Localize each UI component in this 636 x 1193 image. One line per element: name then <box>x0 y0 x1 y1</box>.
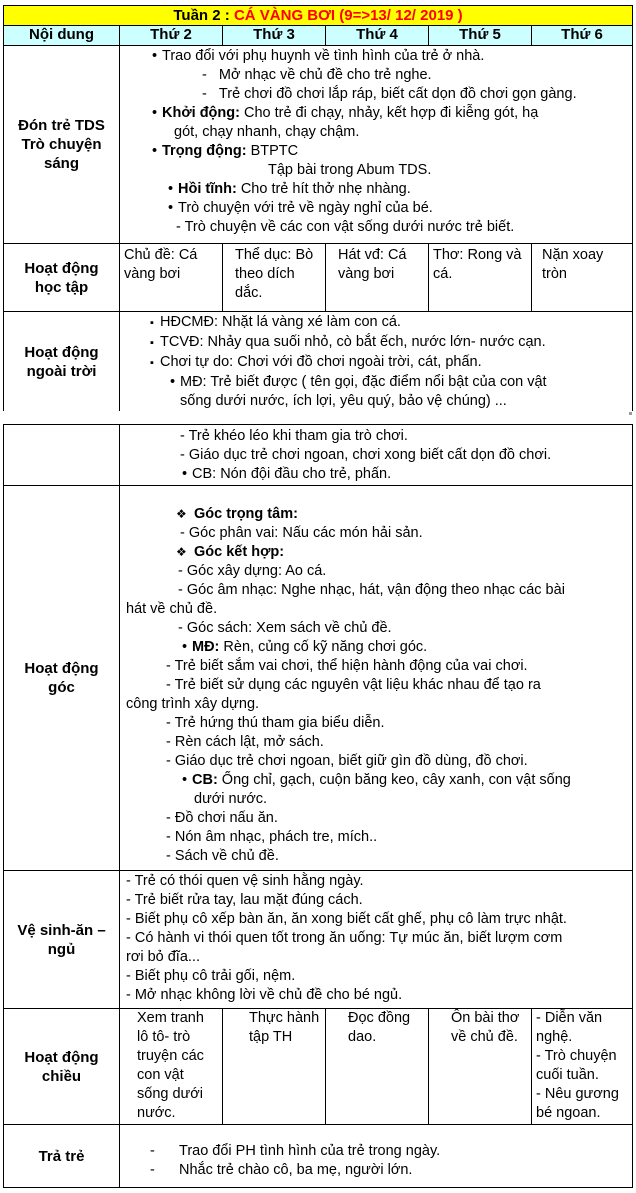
list-item: - Góc phân vai: Nấu các món hải sản. <box>180 525 423 541</box>
week-title-main: CÁ VÀNG BƠI (9=>13/ 12/ 2019 ) <box>233 7 463 24</box>
row-label-afternoon: Hoạt động chiều <box>4 1009 120 1125</box>
page-break <box>0 411 636 421</box>
list-item: - Mở nhạc về chủ đề cho trẻ nghe. <box>202 67 432 83</box>
header-friday: Thứ 6 <box>532 26 633 46</box>
list-item: - Trẻ có thói quen vệ sinh hằng ngày. <box>126 873 364 889</box>
row-label-morning: Đón trẻ TDS Trò chuyện sáng <box>4 46 120 244</box>
learning-tuesday: Thể dục: Bò theo dích dắc. <box>223 244 326 312</box>
list-item: ▪ HĐCMĐ: Nhặt lá vàng xé làm con cá. <box>120 313 632 333</box>
list-item: • CB: Nón đội đầu cho trẻ, phấn. <box>120 465 632 484</box>
list-item: • CB: Ống chỉ, gạch, cuộn băng keo, cây xanh, con vật sống <box>120 771 632 790</box>
afternoon-wednesday: Đọc đồng dao. <box>326 1009 429 1125</box>
list-item: sống dưới nước, ích lợi, yêu quý, bảo vệ chúng) ... <box>180 393 507 409</box>
row-label-outdoor-continued <box>4 425 120 486</box>
list-item: - Trao đổi PH tình hình của trẻ trong ngày. <box>150 1143 441 1159</box>
header-thursday: Thứ 5 <box>429 26 532 46</box>
list-item: • Khởi động: Cho trẻ đi chạy, nhảy, kết hợp đi kiễng gót, hạ <box>120 104 632 123</box>
list-item: ❖ Góc kết hợp: <box>120 543 632 562</box>
hygiene-content <box>120 871 633 1009</box>
corner-content <box>120 486 633 871</box>
list-item: - Giáo dục trẻ chơi ngoan, chơi xong biết cất dọn đồ chơi. <box>180 447 552 463</box>
list-item: gót, chạy nhanh, chạy chậm. <box>174 124 360 140</box>
week-title <box>4 6 633 26</box>
list-item: Tập bài trong Abum TDS. <box>268 162 432 178</box>
afternoon-monday: Xem tranh lô tô- trò truyện các con vật sống dưới nước. <box>120 1009 223 1125</box>
list-item: • Trao đổi với phụ huynh về tình hình của trẻ ở nhà. <box>120 47 632 66</box>
list-item: ❖ Góc trọng tâm: <box>120 505 632 524</box>
list-item: - Biết phụ cô xếp bàn ăn, ăn xong biết cất ghế, phụ cô làm trực nhật. <box>126 911 567 927</box>
list-item: • Trò chuyện với trẻ về ngày nghỉ của bé. <box>120 199 632 218</box>
list-item: - Trò chuyện về các con vật sống dưới nước trẻ biết. <box>176 219 515 235</box>
list-item: - Diễn văn nghệ. <box>536 1010 603 1045</box>
list-item: - Trò chuyện cuối tuần. <box>536 1048 617 1083</box>
header-wednesday: Thứ 4 <box>326 26 429 46</box>
list-item: - Góc sách: Xem sách về chủ đề. <box>178 620 392 636</box>
list-item: rơi bỏ đĩa... <box>126 949 200 965</box>
row-label-hygiene: Vệ sinh-ăn –ngủ <box>4 871 120 1009</box>
pickup-content <box>120 1125 633 1188</box>
list-item: • Hồi tĩnh: Cho trẻ hít thở nhẹ nhàng. <box>120 180 632 199</box>
list-item: - Trẻ chơi đồ chơi lắp ráp, biết cất dọn đồ chơi gọn gàng. <box>202 86 577 102</box>
list-item: - Trẻ hứng thú tham gia biểu diễn. <box>166 715 385 731</box>
list-item: - Sách về chủ đề. <box>166 848 279 864</box>
afternoon-thursday: Ôn bài thơ về chủ đề. <box>429 1009 532 1125</box>
list-item: - Góc xây dựng: Ao cá. <box>178 563 327 579</box>
list-item: - Góc âm nhạc: Nghe nhạc, hát, vận động theo nhạc các bài <box>178 582 565 598</box>
row-label-learning: Hoạt động học tập <box>4 244 120 312</box>
list-item: - Biết phụ cô trải gối, nệm. <box>126 968 296 984</box>
list-item: • Trọng động: BTPTC <box>120 142 632 161</box>
schedule-table-part1 <box>3 5 633 412</box>
list-item: - Có hành vi thói quen tốt trong ăn uống: Tự múc ăn, biết lượm cơm <box>126 930 563 946</box>
list-item: - Trẻ khéo léo khi tham gia trò chơi. <box>180 428 408 444</box>
afternoon-friday <box>532 1009 633 1125</box>
list-item: dưới nước. <box>194 791 268 807</box>
list-item: - Rèn cách lật, mở sách. <box>166 734 324 750</box>
list-item: ▪ Chơi tự do: Chơi với đồ chơi ngoài trời, cát, phấn. <box>120 353 632 373</box>
list-item: - Trẻ biết sắm vai chơi, thể hiện hành động của vai chơi. <box>166 658 528 674</box>
row-label-pickup: Trả trẻ <box>4 1125 120 1188</box>
header-tuesday: Thứ 3 <box>223 26 326 46</box>
list-item: - Mở nhạc không lời về chủ đề cho bé ngủ. <box>126 987 403 1003</box>
schedule-table-part2 <box>3 424 633 1188</box>
row-label-outdoor: Hoạt động ngoài trời <box>4 312 120 412</box>
morning-content <box>120 46 633 244</box>
list-item: ▪ TCVĐ: Nhảy qua suối nhỏ, cò bắt ếch, nước lớn- nước cạn. <box>120 333 632 353</box>
list-item: - Trẻ biết rửa tay, lau mặt đúng cách. <box>126 892 363 908</box>
learning-thursday: Thơ: Rong và cá. <box>429 244 532 312</box>
learning-monday: Chủ đề: Cá vàng bơi <box>120 244 223 312</box>
list-item: hát về chủ đề. <box>126 601 218 617</box>
list-item: - Đồ chơi nấu ăn. <box>166 810 278 826</box>
afternoon-tuesday: Thực hành tập TH <box>223 1009 326 1125</box>
outdoor-content-part1 <box>120 312 633 412</box>
header-monday: Thứ 2 <box>120 26 223 46</box>
list-item: - Giáo dục trẻ chơi ngoan, biết giữ gìn đồ dùng, đồ chơi. <box>166 753 528 769</box>
list-item: - Nêu gương bé ngoan. <box>536 1086 619 1121</box>
list-item: • MĐ: Trẻ biết được ( tên gọi, đặc điểm nổi bật của con vật <box>120 373 632 392</box>
list-item: - Trẻ biết sử dụng các nguyên vật liệu khác nhau để tạo ra <box>166 677 541 693</box>
learning-friday: Nặn xoay tròn <box>532 244 633 312</box>
list-item: • MĐ: Rèn, củng cố kỹ năng chơi góc. <box>120 638 632 657</box>
outdoor-content-part2 <box>120 425 633 486</box>
row-label-corner: Hoạt động góc <box>4 486 120 871</box>
list-item: công trình xây dựng. <box>126 696 260 712</box>
list-item: - Nón âm nhạc, phách tre, mích.. <box>166 829 378 845</box>
week-title-prefix: Tuần 2 : <box>173 7 234 24</box>
list-item: - Nhắc trẻ chào cô, ba mẹ, người lớn. <box>150 1162 413 1178</box>
learning-wednesday: Hát vđ: Cá vàng bơi <box>326 244 429 312</box>
header-content: Nội dung <box>4 26 120 46</box>
